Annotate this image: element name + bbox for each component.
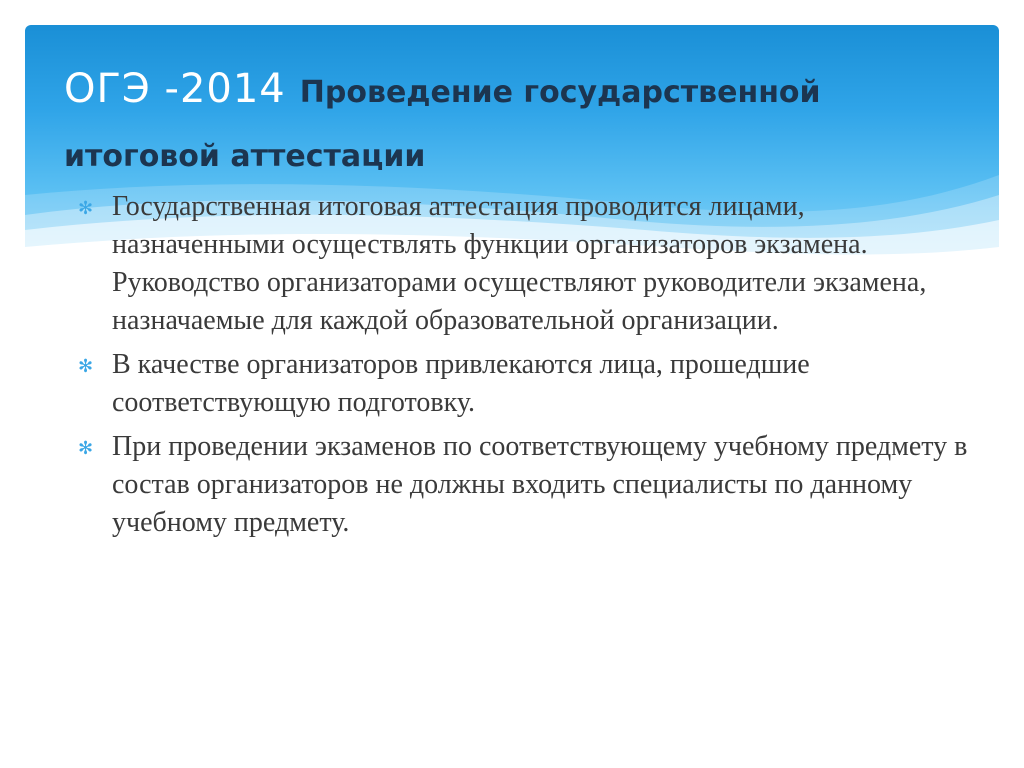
- asterisk-icon: ✻: [78, 438, 94, 459]
- list-item: [70, 346, 970, 422]
- list-item: [70, 428, 970, 542]
- bullet-text: Государственная итоговая аттестация проводится лицами, назначенными осуществлять функции организаторов экзамена. Руководство организаторами осуществляют руководители экзамена, назначаемые для каждой образовательной организации.: [112, 191, 927, 336]
- bullet-list: [70, 188, 970, 548]
- bullet-text: В качестве организаторов привлекаются лица, прошедшие соответствующую подготовку.: [112, 349, 810, 418]
- title-main: Проведение государственной итоговой аттестации: [64, 75, 821, 174]
- title-prefix: ОГЭ -2014: [64, 66, 286, 112]
- slide-title: [64, 58, 964, 188]
- asterisk-icon: ✻: [78, 356, 94, 377]
- asterisk-icon: ✻: [78, 198, 94, 219]
- bullet-text: При проведении экзаменов по соответствующему учебному предмету в состав организаторов не должны входить специалисты по данному учебному предмету.: [112, 431, 968, 538]
- list-item: [70, 188, 970, 340]
